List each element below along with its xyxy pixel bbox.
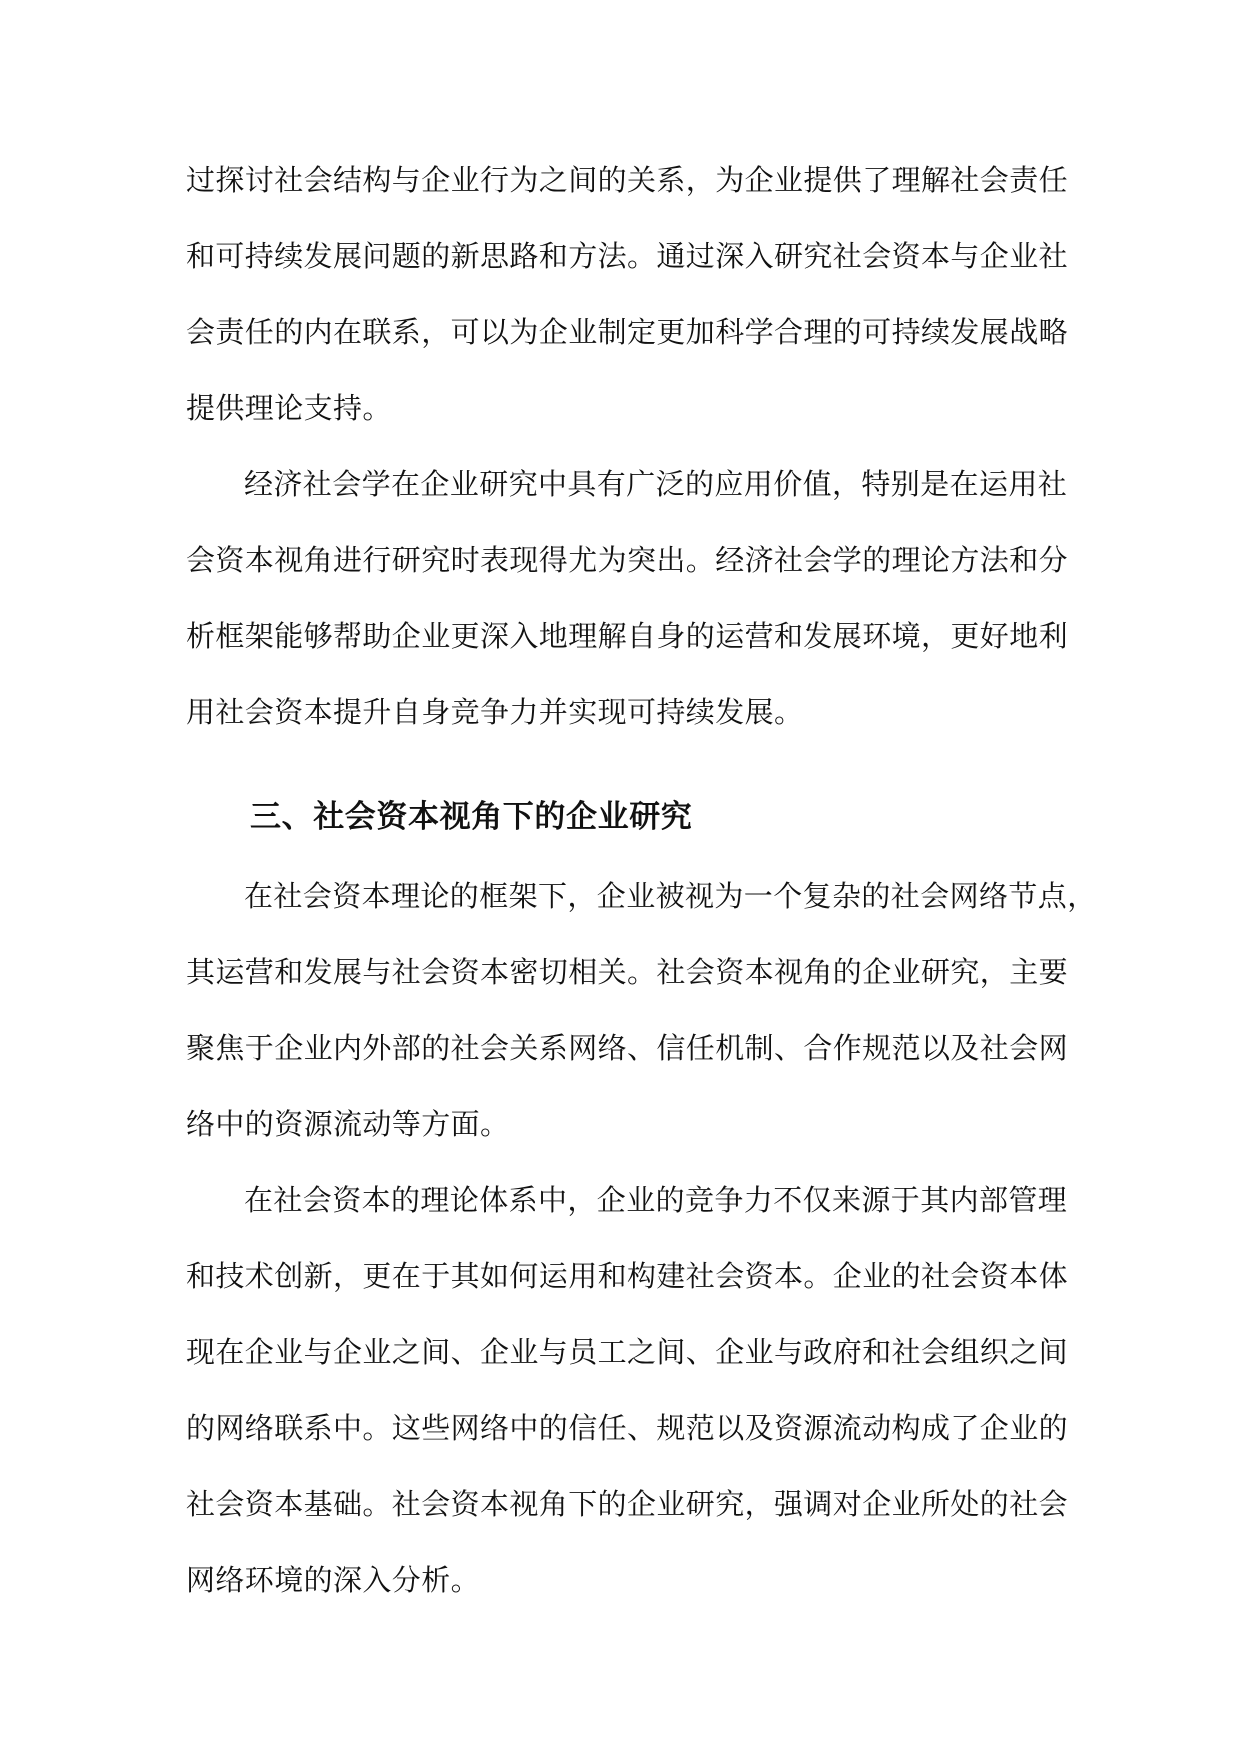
paragraph [186, 446, 1069, 750]
text-line: 和可持续发展问题的新思路和方法。通过深入研究社会资本与企业社 [186, 239, 1069, 273]
text-line: 会责任的内在联系，可以为企业制定更加科学合理的可持续发展战略 [186, 315, 1069, 349]
spacer [186, 750, 1054, 782]
paragraph [186, 1162, 1069, 1618]
paragraph [186, 142, 1069, 446]
text-line: 在社会资本的理论体系中，企业的竞争力不仅来源于其内部管理 [244, 1183, 1068, 1217]
text-line: 提供理论支持。 [186, 391, 392, 425]
text-line: 社会资本基础。社会资本视角下的企业研究，强调对企业所处的社会 [186, 1487, 1069, 1521]
text-line: 网络环境的深入分析。 [186, 1563, 481, 1597]
text-line: 现在企业与企业之间、企业与员工之间、企业与政府和社会组织之间 [186, 1335, 1069, 1369]
text-line: 会资本视角进行研究时表现得尤为突出。经济社会学的理论方法和分 [186, 543, 1069, 577]
text-line: 析框架能够帮助企业更深入地理解自身的运营和发展环境，更好地利 [186, 619, 1069, 653]
text-line: 聚焦于企业内外部的社会关系网络、信任机制、合作规范以及社会网 [186, 1031, 1069, 1065]
section-heading: 三、社会资本视角下的企业研究 [250, 799, 693, 835]
text-line: 其运营和发展与社会资本密切相关。社会资本视角的企业研究，主要 [186, 955, 1069, 989]
text-line: 络中的资源流动等方面。 [186, 1107, 510, 1141]
text-line: 用社会资本提升自身竞争力并实现可持续发展。 [186, 695, 804, 729]
text-line: 经济社会学在企业研究中具有广泛的应用价值，特别是在运用社 [244, 467, 1068, 501]
paragraph [186, 858, 1097, 1162]
text-line: 和技术创新，更在于其如何运用和构建社会资本。企业的社会资本体 [186, 1259, 1069, 1293]
document-body [186, 142, 1097, 1618]
text-line: 过探讨社会结构与企业行为之间的关系，为企业提供了理解社会责任 [186, 163, 1069, 197]
text-line: 在社会资本理论的框架下，企业被视为一个复杂的社会网络节点， [244, 879, 1097, 913]
text-line: 的网络联系中。这些网络中的信任、规范以及资源流动构成了企业的 [186, 1411, 1069, 1445]
